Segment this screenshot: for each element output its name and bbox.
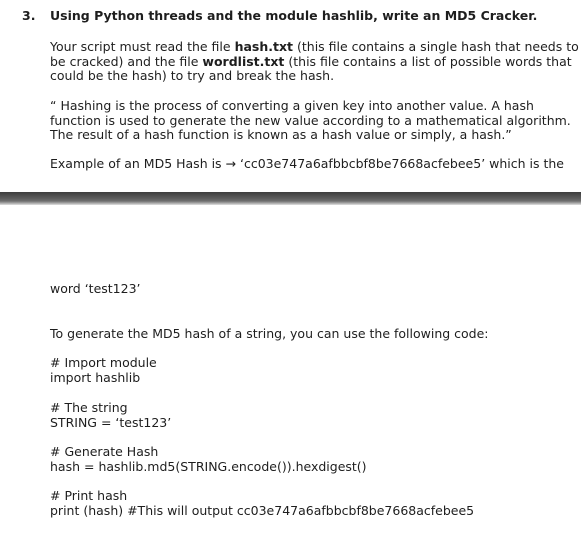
document-page-top — [0, 0, 581, 192]
filename-hash: hash.txt — [234, 39, 294, 54]
quote-line-3: The result of a hash function is known as a hash value or simply, a hash.” — [50, 127, 512, 142]
code-block-print — [50, 489, 555, 518]
code-comment-import: # Import module — [50, 355, 157, 370]
quote-line-2: function is used to generate the new value according to a mathematical algorithm. — [50, 112, 571, 128]
intro-line-1: Your script must read the file hash.txt (this file contains a single hash that needs to — [50, 39, 579, 54]
code-block-generate — [50, 445, 555, 474]
code-hash-line: hash = hashlib.md5(STRING.encode()).hexdigest() — [50, 458, 367, 474]
example-line-2: word ‘test123’ — [50, 281, 141, 296]
code-comment-generate: # Generate Hash — [50, 444, 159, 459]
question-number: 3. — [22, 8, 36, 23]
code-comment-string: # The string — [50, 400, 128, 415]
intro-paragraph — [50, 39, 579, 84]
intro-line-3: could be the hash) to try and break the hash. — [50, 68, 335, 83]
quote-paragraph — [50, 98, 571, 143]
code-comment-print: # Print hash — [50, 488, 128, 503]
code-block-import — [50, 356, 555, 385]
example-line-1: Example of an MD5 Hash is → ‘cc03e747a6afbbcbf8be7668acfebee5’ which is the — [50, 156, 565, 171]
instruction-text: To generate the MD5 hash of a string, you can use the following code: — [50, 326, 489, 341]
code-string-line: STRING = ‘test123’ — [50, 414, 172, 430]
code-import-line: import hashlib — [50, 369, 141, 385]
intro-line-2: be cracked) and the file wordlist.txt (this file contains a list of possible words that — [50, 53, 572, 69]
filename-wordlist: wordlist.txt — [202, 53, 285, 69]
code-print-line: print (hash) #This will output cc03e747a6afbbcbf8be7668acfebee5 — [50, 502, 475, 518]
page-break-divider — [0, 192, 581, 205]
example-paragraph-end — [50, 282, 555, 297]
document-page-bottom — [0, 205, 581, 535]
question-title: Using Python threads and the module hashlib, write an MD5 Cracker. — [50, 8, 538, 23]
example-paragraph-start — [50, 156, 565, 172]
code-block-string — [50, 401, 555, 430]
quote-line-1: “ Hashing is the process of converting a given key into another value. A hash — [50, 98, 534, 113]
